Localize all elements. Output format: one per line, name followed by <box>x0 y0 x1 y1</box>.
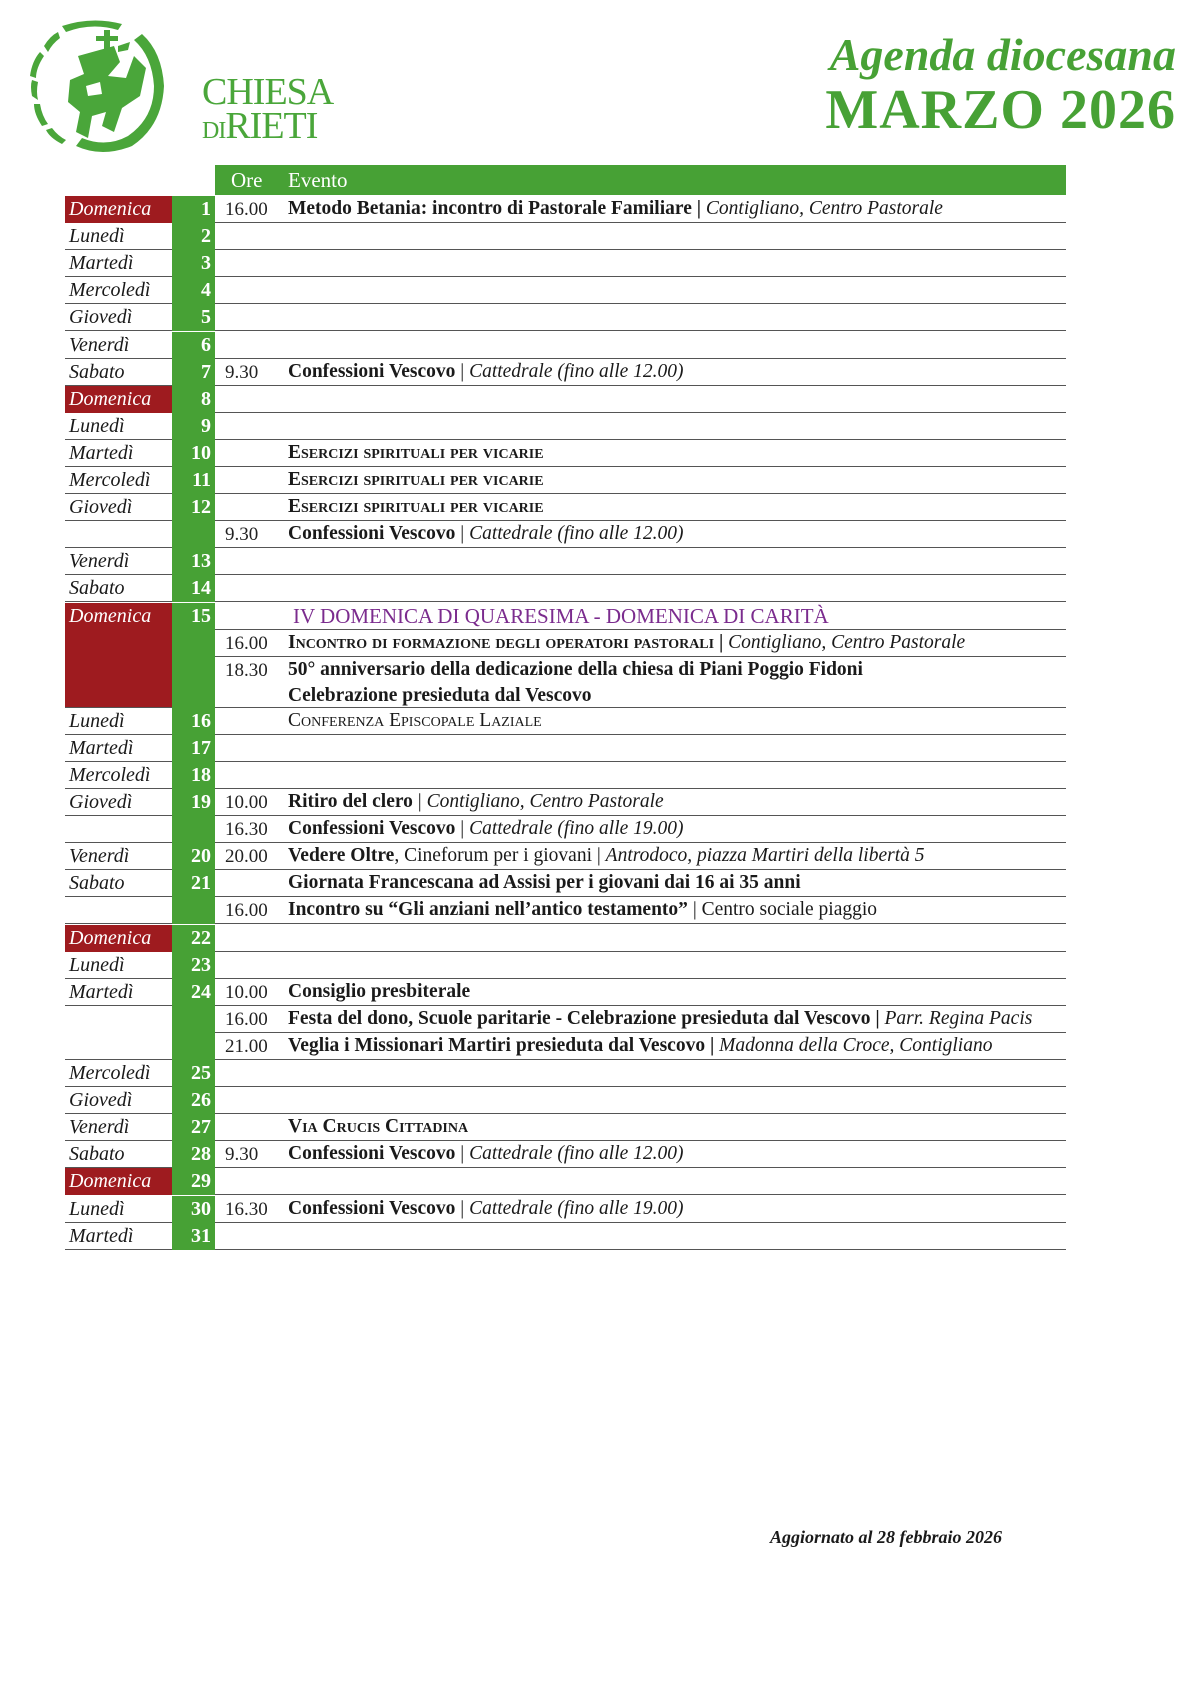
agenda-row <box>65 575 1066 602</box>
agenda-row <box>65 332 1066 359</box>
event-text-part: 50° anniversario della dedicazione della chiesa di Piani Poggio Fidoni <box>288 658 863 680</box>
day-number <box>172 1033 215 1060</box>
day-number: 15 <box>172 603 215 630</box>
event-title <box>288 816 684 842</box>
day-name: Giovedì <box>65 1087 172 1114</box>
month-title: MARZO 2026 <box>825 79 1176 141</box>
event-text-part: Contigliano, Centro Pastorale <box>705 198 943 219</box>
event-text-part: Incontro su “Gli anziani nell’antico testamento” <box>288 899 688 921</box>
event-cell <box>215 897 1066 924</box>
day-number: 23 <box>172 952 215 979</box>
event-text-part: , Cineforum per i giovani | <box>394 845 606 867</box>
day-number: 25 <box>172 1060 215 1087</box>
day-number: 28 <box>172 1141 215 1168</box>
event-cell <box>215 735 1066 762</box>
agenda-title: Agenda diocesana <box>829 29 1176 80</box>
day-name <box>65 816 172 843</box>
event-title <box>288 708 542 734</box>
agenda-row <box>65 277 1066 304</box>
event-title <box>288 897 877 923</box>
table-header <box>215 165 1066 195</box>
column-header-ore: Ore <box>231 168 263 192</box>
agenda-row <box>65 386 1066 413</box>
agenda-row <box>65 1168 1066 1195</box>
event-cell <box>215 1087 1066 1114</box>
day-number: 27 <box>172 1114 215 1141</box>
day-number: 10 <box>172 440 215 467</box>
event-cell <box>215 979 1066 1006</box>
event-text-part: Festa del dono, Scuole paritarie - Celebrazione presieduta dal Vescovo | <box>288 1007 885 1029</box>
day-name: Domenica <box>65 386 172 413</box>
day-name: Domenica <box>65 925 172 952</box>
event-time: 16.00 <box>225 1008 268 1030</box>
day-number: 2 <box>172 223 215 250</box>
day-number: 29 <box>172 1168 215 1195</box>
day-number: 31 <box>172 1223 215 1250</box>
day-name <box>65 630 172 657</box>
chiesa-di-rieti-logo <box>22 16 352 156</box>
event-cell <box>215 304 1066 331</box>
day-name: Domenica <box>65 603 172 630</box>
event-text-part: | Centro sociale piaggio <box>687 899 878 921</box>
day-number <box>172 657 215 708</box>
event-cell <box>215 413 1066 440</box>
day-number <box>172 630 215 657</box>
day-number: 18 <box>172 762 215 789</box>
agenda-row <box>65 1196 1066 1223</box>
event-cell <box>215 1223 1066 1250</box>
event-text-part: Esercizi spirituali per vicarie <box>288 496 544 518</box>
event-cell <box>215 1114 1066 1141</box>
title-block <box>825 30 1176 140</box>
event-cell <box>215 1168 1066 1195</box>
agenda-row <box>65 1033 1066 1060</box>
event-title <box>288 657 863 709</box>
event-title <box>288 979 470 1005</box>
event-title <box>288 359 684 385</box>
event-time: 18.30 <box>225 659 268 681</box>
day-name: Giovedì <box>65 494 172 521</box>
agenda-row <box>65 1141 1066 1168</box>
event-cell <box>215 1006 1066 1033</box>
agenda-row <box>65 494 1066 521</box>
day-name: Martedì <box>65 979 172 1006</box>
day-number <box>172 897 215 924</box>
event-cell <box>215 196 1066 223</box>
day-number: 8 <box>172 386 215 413</box>
day-number: 22 <box>172 925 215 952</box>
event-title <box>288 843 925 869</box>
event-cell <box>215 223 1066 250</box>
event-time: 16.30 <box>225 819 268 841</box>
day-name <box>65 521 172 548</box>
event-cell <box>215 386 1066 413</box>
event-text-part: Confessioni Vescovo <box>288 360 456 382</box>
day-name: Mercoledì <box>65 277 172 304</box>
day-name: Martedì <box>65 250 172 277</box>
day-name: Sabato <box>65 359 172 386</box>
event-cell <box>215 440 1066 467</box>
event-title <box>288 870 801 896</box>
event-text-part: Esercizi spirituali per vicarie <box>288 441 544 463</box>
event-title <box>288 1114 468 1140</box>
day-number: 11 <box>172 467 215 494</box>
event-cell <box>215 816 1066 843</box>
agenda-row <box>65 1223 1066 1250</box>
event-cell <box>215 575 1066 602</box>
day-number <box>172 816 215 843</box>
event-text-part: Antrodoco, piazza Martiri della libertà 5 <box>605 845 925 867</box>
agenda-row <box>65 304 1066 331</box>
day-name: Sabato <box>65 870 172 897</box>
event-text-part: Metodo Betania: incontro di Pastorale Familiare | <box>288 198 706 219</box>
event-cell <box>215 494 1066 521</box>
event-cell <box>215 762 1066 789</box>
logo-wordmark <box>202 73 333 145</box>
event-time: 9.30 <box>225 361 259 383</box>
day-number: 6 <box>172 332 215 359</box>
agenda-row <box>65 1114 1066 1141</box>
day-number: 19 <box>172 789 215 816</box>
logo-line-1: CHIESA <box>202 71 334 113</box>
agenda-row <box>65 708 1066 735</box>
day-name: Sabato <box>65 1141 172 1168</box>
agenda-row <box>65 359 1066 386</box>
day-number: 12 <box>172 494 215 521</box>
agenda-row <box>65 657 1066 708</box>
event-title <box>288 630 965 656</box>
agenda-row <box>65 223 1066 250</box>
event-cell <box>215 1033 1066 1060</box>
day-name: Domenica <box>65 1168 172 1195</box>
event-text-part: | <box>455 818 470 840</box>
event-text-part: Celebrazione presieduta dal Vescovo <box>288 684 592 706</box>
day-number: 13 <box>172 548 215 575</box>
day-number: 26 <box>172 1087 215 1114</box>
event-cell <box>215 548 1066 575</box>
logo-city: RIETI <box>225 105 318 147</box>
day-number: 24 <box>172 979 215 1006</box>
day-name: Mercoledì <box>65 762 172 789</box>
agenda-row <box>65 925 1066 952</box>
agenda-row <box>65 789 1066 816</box>
event-text-part: Cattedrale (fino alle 12.00) <box>469 523 684 545</box>
event-time: 9.30 <box>225 524 259 546</box>
event-text-part: | <box>455 360 470 382</box>
day-number: 3 <box>172 250 215 277</box>
event-time: 21.00 <box>225 1035 268 1057</box>
day-name <box>65 1006 172 1033</box>
event-text-part: | <box>412 791 427 812</box>
day-name: Lunedì <box>65 223 172 250</box>
agenda-row <box>65 440 1066 467</box>
event-text-part: Veglia i Missionari Martiri presieduta dal Vescovo | <box>288 1034 720 1056</box>
day-name: Giovedì <box>65 304 172 331</box>
logo-prefix: DI <box>202 118 226 144</box>
event-text-part: Contigliano, Centro Pastorale <box>426 791 664 812</box>
agenda-row <box>65 467 1066 494</box>
agenda-row <box>65 952 1066 979</box>
day-number: 16 <box>172 708 215 735</box>
day-number: 17 <box>172 735 215 762</box>
event-text-part: Parr. Regina Pacis <box>884 1007 1033 1029</box>
event-cell <box>215 467 1066 494</box>
day-number: 9 <box>172 413 215 440</box>
day-name <box>65 897 172 924</box>
event-title <box>288 1196 684 1222</box>
event-text-part: Confessioni Vescovo <box>288 523 456 545</box>
agenda-row <box>65 630 1066 657</box>
column-header-evento: Evento <box>288 168 348 192</box>
day-name: Martedì <box>65 1223 172 1250</box>
agenda-row <box>65 196 1066 223</box>
logo-line-2 <box>202 107 333 145</box>
event-title <box>288 494 544 520</box>
event-text-part: IV DOMENICA DI QUARESIMA - DOMENICA DI CARITÀ <box>293 603 829 628</box>
agenda-row <box>65 548 1066 575</box>
event-text-part: Confessioni Vescovo <box>288 1143 456 1165</box>
event-time: 10.00 <box>225 981 268 1003</box>
last-updated: Aggiornato al 28 febbraio 2026 <box>770 1527 1003 1547</box>
day-number: 4 <box>172 277 215 304</box>
event-time: 20.00 <box>225 846 268 868</box>
day-number: 1 <box>172 196 215 223</box>
agenda-row <box>65 979 1066 1006</box>
day-name: Mercoledì <box>65 467 172 494</box>
day-name: Venerdì <box>65 843 172 870</box>
event-text-part: Conferenza Episcopale Laziale <box>288 709 542 731</box>
event-text-part: Via Crucis Cittadina <box>288 1116 469 1138</box>
event-text-part: | <box>455 1143 470 1165</box>
day-name <box>65 657 172 708</box>
event-text-part: Cattedrale (fino alle 19.00) <box>469 1197 684 1219</box>
event-text-part: Confessioni Vescovo <box>288 1197 456 1219</box>
day-name: Venerdì <box>65 1114 172 1141</box>
day-name: Martedì <box>65 735 172 762</box>
day-name: Venerdì <box>65 332 172 359</box>
day-name: Martedì <box>65 440 172 467</box>
day-name <box>65 1033 172 1060</box>
agenda-row <box>65 1060 1066 1087</box>
event-text-part: Cattedrale (fino alle 12.00) <box>469 360 684 382</box>
event-title <box>288 1141 684 1167</box>
event-text-part: | <box>455 1197 470 1219</box>
day-name: Lunedì <box>65 413 172 440</box>
event-title <box>288 1033 992 1059</box>
day-name: Venerdì <box>65 548 172 575</box>
event-cell <box>215 250 1066 277</box>
event-text-part: Incontro di formazione degli operatori pastorali | <box>288 631 729 653</box>
day-name: Mercoledì <box>65 1060 172 1087</box>
day-number: 5 <box>172 304 215 331</box>
event-time: 16.00 <box>225 632 268 654</box>
agenda-row <box>65 413 1066 440</box>
agenda-row <box>65 843 1066 870</box>
agenda-row <box>65 250 1066 277</box>
event-cell <box>215 630 1066 657</box>
day-name: Domenica <box>65 196 172 223</box>
event-title <box>293 603 829 631</box>
event-cell <box>215 332 1066 359</box>
event-text-part: Madonna della Croce, Contigliano <box>719 1034 993 1056</box>
event-text-part: Cattedrale (fino alle 19.00) <box>469 818 684 840</box>
event-cell <box>215 925 1066 952</box>
day-number: 30 <box>172 1196 215 1223</box>
event-text-part: Confessioni Vescovo <box>288 818 456 840</box>
event-title <box>288 1006 1032 1032</box>
day-name: Lunedì <box>65 1196 172 1223</box>
event-title <box>288 521 684 547</box>
agenda-row <box>65 816 1066 843</box>
day-name: Lunedì <box>65 952 172 979</box>
event-text-part: Esercizi spirituali per vicarie <box>288 469 544 490</box>
agenda-row <box>65 603 1066 630</box>
agenda-row <box>65 735 1066 762</box>
event-cell <box>215 277 1066 304</box>
event-time: 16.00 <box>225 199 268 220</box>
day-number: 21 <box>172 870 215 897</box>
event-time: 10.00 <box>225 792 268 813</box>
event-cell <box>215 1060 1066 1087</box>
event-text-part: Cattedrale (fino alle 12.00) <box>469 1143 684 1165</box>
event-cell <box>215 1196 1066 1223</box>
day-number <box>172 521 215 548</box>
day-name: Lunedì <box>65 708 172 735</box>
event-cell <box>215 952 1066 979</box>
event-title <box>288 789 664 815</box>
agenda-row <box>65 870 1066 897</box>
event-cell <box>215 843 1066 870</box>
day-number: 14 <box>172 575 215 602</box>
lamb-emblem-icon <box>22 16 172 156</box>
agenda-row <box>65 521 1066 548</box>
event-title <box>288 196 943 222</box>
event-text-part: Ritiro del clero <box>288 791 413 812</box>
agenda-row <box>65 897 1066 924</box>
agenda-row <box>65 1087 1066 1114</box>
event-title <box>288 467 544 493</box>
agenda-row <box>65 762 1066 789</box>
event-cell <box>215 657 1066 708</box>
event-time: 9.30 <box>225 1144 259 1166</box>
day-number: 7 <box>172 359 215 386</box>
event-text-part: Consiglio presbiterale <box>288 980 471 1002</box>
event-cell <box>215 870 1066 897</box>
event-cell <box>215 1141 1066 1168</box>
event-cell <box>215 359 1066 386</box>
event-cell <box>215 789 1066 816</box>
day-number: 20 <box>172 843 215 870</box>
event-time: 16.30 <box>225 1198 268 1220</box>
event-text-part: | <box>455 523 470 545</box>
day-number <box>172 1006 215 1033</box>
day-name: Sabato <box>65 575 172 602</box>
event-text-part: Vedere Oltre <box>288 845 395 867</box>
event-title <box>288 440 544 466</box>
event-cell <box>215 521 1066 548</box>
agenda-row <box>65 1006 1066 1033</box>
event-cell <box>215 603 1066 630</box>
event-text-part: Giornata Francescana ad Assisi per i giovani dai 16 ai 35 anni <box>288 872 801 894</box>
event-text-part: Contigliano, Centro Pastorale <box>728 631 966 653</box>
day-name: Giovedì <box>65 789 172 816</box>
event-cell <box>215 708 1066 735</box>
event-time: 16.00 <box>225 900 268 922</box>
